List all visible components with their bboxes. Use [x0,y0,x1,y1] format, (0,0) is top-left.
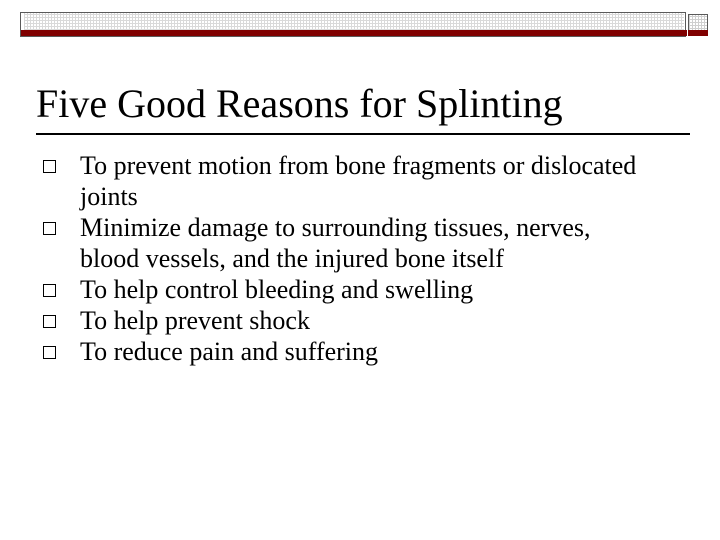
bullet-text: Minimize damage to surrounding tissues, nerves, blood vessels, and the injured bone itself [80,213,591,273]
slide-title: Five Good Reasons for Splinting [36,81,563,126]
bullet-item [36,336,656,367]
bullet-text: To help control bleeding and swelling [80,275,474,304]
hollow-square-bullet-icon [43,346,56,359]
corner-square-stripe [688,30,708,36]
bullet-text: To prevent motion from bone fragments or dislocated joints [80,151,637,211]
header-band-stripe [21,30,687,36]
header-band-pattern [24,13,684,30]
bullet-item [36,274,656,305]
bullet-text: To help prevent shock [80,306,310,335]
hollow-square-bullet-icon [43,315,56,328]
bullet-item [36,305,656,336]
hollow-square-bullet-icon [43,160,56,173]
title-divider [36,133,690,135]
hollow-square-bullet-icon [43,284,56,297]
bullet-text: To reduce pain and suffering [80,337,379,366]
bullet-list [36,150,656,367]
bullet-item [36,150,656,212]
bullet-item [36,212,656,274]
hollow-square-bullet-icon [43,222,56,235]
